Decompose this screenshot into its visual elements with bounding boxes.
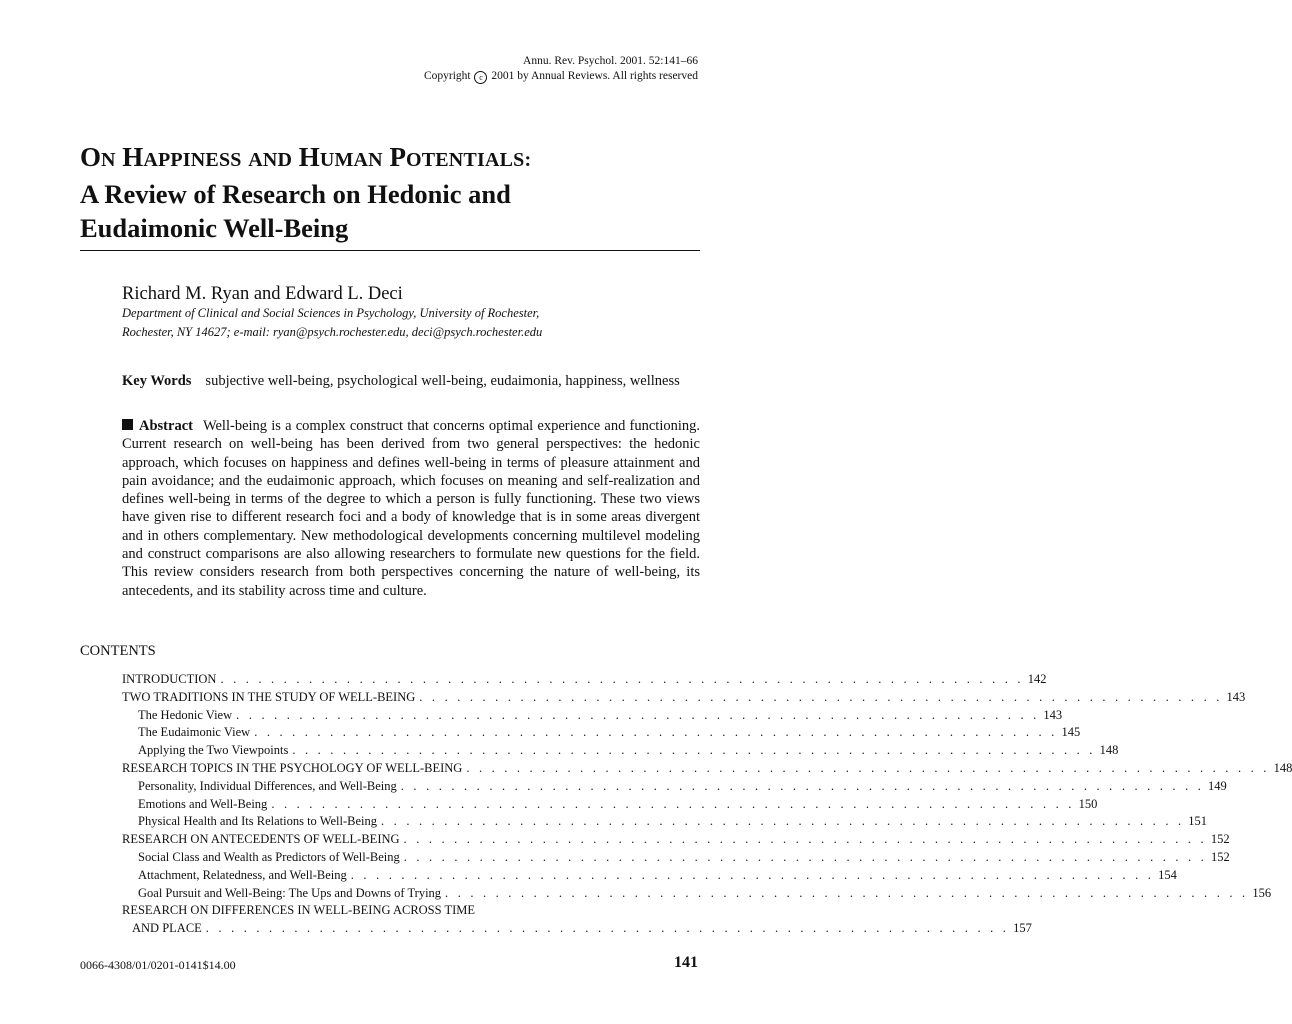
- toc-leader-dots: . . . . . . . . . . . . . . . . . . . . . . . . . . . . . . . . . . . . . . . . . . . . . . . . . . . . . . . . . . . . . . . .: [445, 885, 1249, 900]
- title-word: HUMAN: [298, 142, 383, 172]
- toc-entry-title: Physical Health and Its Relations to Well-Being: [138, 814, 378, 829]
- footer-code: 0066-4308/01/0201-0141$14.00: [80, 958, 236, 972]
- toc-entry[interactable]: [122, 760, 1292, 778]
- square-bullet-icon: [122, 419, 133, 430]
- page-number: 141: [674, 954, 698, 971]
- affiliation-line-2: Rochester, NY 14627; e-mail: ryan@psych.rochester.edu, deci@psych.rochester.edu: [122, 325, 543, 339]
- toc-leader-dots: . . . . . . . . . . . . . . . . . . . . . . . . . . . . . . . . . . . . . . . . . . . . . . . . . . . . . . . . . . . . . . . .: [403, 849, 1207, 864]
- toc-entry-title: TWO TRADITIONS IN THE STUDY OF WELL-BEING: [122, 689, 416, 704]
- toc-leader-dots: . . . . . . . . . . . . . . . . . . . . . . . . . . . . . . . . . . . . . . . . . . . . . . . . . . . . . . . . . . . . . . . .: [271, 796, 1075, 811]
- toc-entry[interactable]: [122, 707, 1063, 725]
- toc-entry[interactable]: [122, 724, 1081, 742]
- toc-entry[interactable]: [122, 689, 1246, 707]
- toc-entry[interactable]: [122, 813, 1208, 831]
- toc-entry-page: 143: [1043, 707, 1063, 722]
- journal-header: [424, 54, 698, 84]
- toc-entry-page: 145: [1061, 725, 1081, 740]
- toc-leader-dots: . . . . . . . . . . . . . . . . . . . . . . . . . . . . . . . . . . . . . . . . . . . . . . . . . . . . . . . . . . . . . . . .: [466, 760, 1270, 775]
- toc-entry-page: 152: [1211, 849, 1230, 864]
- toc-entry-page: 142: [1027, 672, 1047, 686]
- title-rule: [80, 250, 700, 251]
- copyright-line: Copyright c 2001 by Annual Reviews. All rights reserved: [423, 70, 698, 82]
- toc-leader-dots: . . . . . . . . . . . . . . . . . . . . . . . . . . . . . . . . . . . . . . . . . . . . . . . . . . . . . . . . . . . . . . . .: [254, 725, 1058, 740]
- contents-heading: CONTENTS: [80, 643, 156, 659]
- keywords-label: Key Words: [122, 373, 192, 389]
- toc-leader-dots: . . . . . . . . . . . . . . . . . . . . . . . . . . . . . . . . . . . . . . . . . . . . . . . . . . . . . . . . . . . . . . . .: [381, 814, 1185, 829]
- copyright-symbol-icon: c: [474, 71, 487, 84]
- title-line-2: A Review of Research on Hedonic and: [80, 179, 511, 209]
- affiliation-line-1: Department of Clinical and Social Sciences in Psychology, University of Rochester,: [122, 306, 540, 320]
- toc-entry-title: RESEARCH TOPICS IN THE PSYCHOLOGY OF WELL-BEING: [122, 760, 463, 775]
- toc-leader-dots: . . . . . . . . . . . . . . . . . . . . . . . . . . . . . . . . . . . . . . . . . . . . . . . . . . . . . . . . . . . . . . . .: [350, 867, 1155, 882]
- toc-entry-page: 151: [1188, 814, 1208, 829]
- affiliation: [122, 304, 722, 342]
- toc-entry-title: Applying the Two Viewpoints: [138, 743, 289, 758]
- title-line-3: Eudaimonic Well-Being: [80, 213, 349, 243]
- toc-entry-page: 150: [1078, 796, 1098, 811]
- toc-entry[interactable]: [122, 902, 700, 920]
- toc-entry[interactable]: [122, 796, 1098, 814]
- toc-entry-title: Emotions and Well-Being: [138, 796, 268, 811]
- journal-citation: Annu. Rev. Psychol. 2001. 52:141–66: [523, 55, 698, 67]
- toc-entry[interactable]: [122, 778, 1227, 796]
- title-word: HAPPINESS: [122, 142, 242, 172]
- toc-entry-title: The Eudaimonic View: [138, 725, 251, 740]
- toc-entry[interactable]: [122, 849, 1230, 867]
- toc-entry-page: 156: [1252, 885, 1272, 900]
- toc-entry-page: 149: [1208, 778, 1227, 793]
- toc-entry-page: 143: [1226, 689, 1246, 704]
- toc-entry[interactable]: [122, 867, 1177, 885]
- toc-entry-page: 148: [1099, 743, 1119, 758]
- toc-entry-title: AND PLACE: [132, 921, 202, 936]
- authors: Richard M. Ryan and Edward L. Deci: [122, 284, 403, 304]
- abstract-text: Well-being is a complex construct that concerns optimal experience and functioning. Current research on well-being has been derived from two general perspectives: the hedonic approach, which focuses on happiness and defines well-being in terms of pleasure attainment and pain avoidance; and the eudaimonic approach, which focuses on meaning and self-realization and defines well-being in terms of the degree to which a person is fully functioning. These two views have given rise to different research foci and a body of knowledge that is in some areas divergent and in others complementary. New methodological developments concerning multilevel modeling and construct comparisons are also allowing researchers to formulate new questions for the field. This review considers research from both perspectives concerning the nature of well-being, its antecedents, and its stability across time and culture.: [122, 418, 700, 599]
- toc-entry[interactable]: [122, 742, 1119, 760]
- title-line-1: [80, 140, 700, 177]
- toc-entry[interactable]: [122, 831, 1230, 849]
- table-of-contents: [122, 671, 1292, 938]
- toc-entry[interactable]: [122, 885, 1272, 903]
- toc-entry-continued[interactable]: [122, 920, 1032, 938]
- toc-leader-dots: . . . . . . . . . . . . . . . . . . . . . . . . . . . . . . . . . . . . . . . . . . . . . . . . . . . . . . . . . . . . . . . .: [220, 672, 1024, 686]
- keywords-text: subjective well-being, psychological well-being, eudaimonia, happiness, wellness: [205, 373, 680, 389]
- toc-entry[interactable]: [122, 671, 1047, 689]
- toc-leader-dots: . . . . . . . . . . . . . . . . . . . . . . . . . . . . . . . . . . . . . . . . . . . . . . . . . . . . . . . . . . . . . . . .: [419, 689, 1223, 704]
- abstract: [122, 417, 700, 600]
- toc-entry-title: Attachment, Relatedness, and Well-Being: [138, 867, 347, 882]
- toc-entry-title: Goal Pursuit and Well-Being: The Ups and Downs of Trying: [138, 885, 442, 900]
- toc-entry-title: Personality, Individual Differences, and Well-Being: [138, 778, 397, 793]
- title-word: ON: [80, 142, 116, 172]
- toc-entry-title: Social Class and Wealth as Predictors of Well-Being: [138, 849, 400, 864]
- toc-leader-dots: . . . . . . . . . . . . . . . . . . . . . . . . . . . . . . . . . . . . . . . . . . . . . . . . . . . . . . . . . . . . . . . .: [292, 743, 1096, 758]
- toc-entry-page: 154: [1158, 867, 1177, 882]
- keywords: [122, 372, 682, 391]
- toc-leader-dots: . . . . . . . . . . . . . . . . . . . . . . . . . . . . . . . . . . . . . . . . . . . . . . . . . . . . . . . . . . . . . . . .: [236, 707, 1040, 722]
- abstract-label: Abstract: [139, 418, 193, 434]
- toc-entry-page: 152: [1210, 832, 1230, 847]
- toc-entry-page: 148: [1273, 760, 1292, 775]
- toc-leader-dots: . . . . . . . . . . . . . . . . . . . . . . . . . . . . . . . . . . . . . . . . . . . . . . . . . . . . . . . . . . . . . . . .: [403, 832, 1207, 847]
- title-word: AND: [248, 149, 293, 171]
- title-word: POTENTIALS:: [389, 142, 532, 172]
- toc-entry-page: 157: [1013, 921, 1032, 936]
- toc-entry-title: RESEARCH ON ANTECEDENTS OF WELL-BEING: [122, 832, 400, 847]
- toc-entry-title: RESEARCH ON DIFFERENCES IN WELL-BEING ACROSS TIME: [122, 903, 476, 918]
- toc-leader-dots: . . . . . . . . . . . . . . . . . . . . . . . . . . . . . . . . . . . . . . . . . . . . . . . . . . . . . . . . . . . . . . . .: [400, 778, 1205, 793]
- toc-entry-title: The Hedonic View: [138, 707, 233, 722]
- toc-entry-title: INTRODUCTION: [122, 672, 217, 686]
- article-title: [80, 140, 700, 245]
- toc-leader-dots: . . . . . . . . . . . . . . . . . . . . . . . . . . . . . . . . . . . . . . . . . . . . . . . . . . . . . . . . . . . . . . . .: [205, 921, 1010, 936]
